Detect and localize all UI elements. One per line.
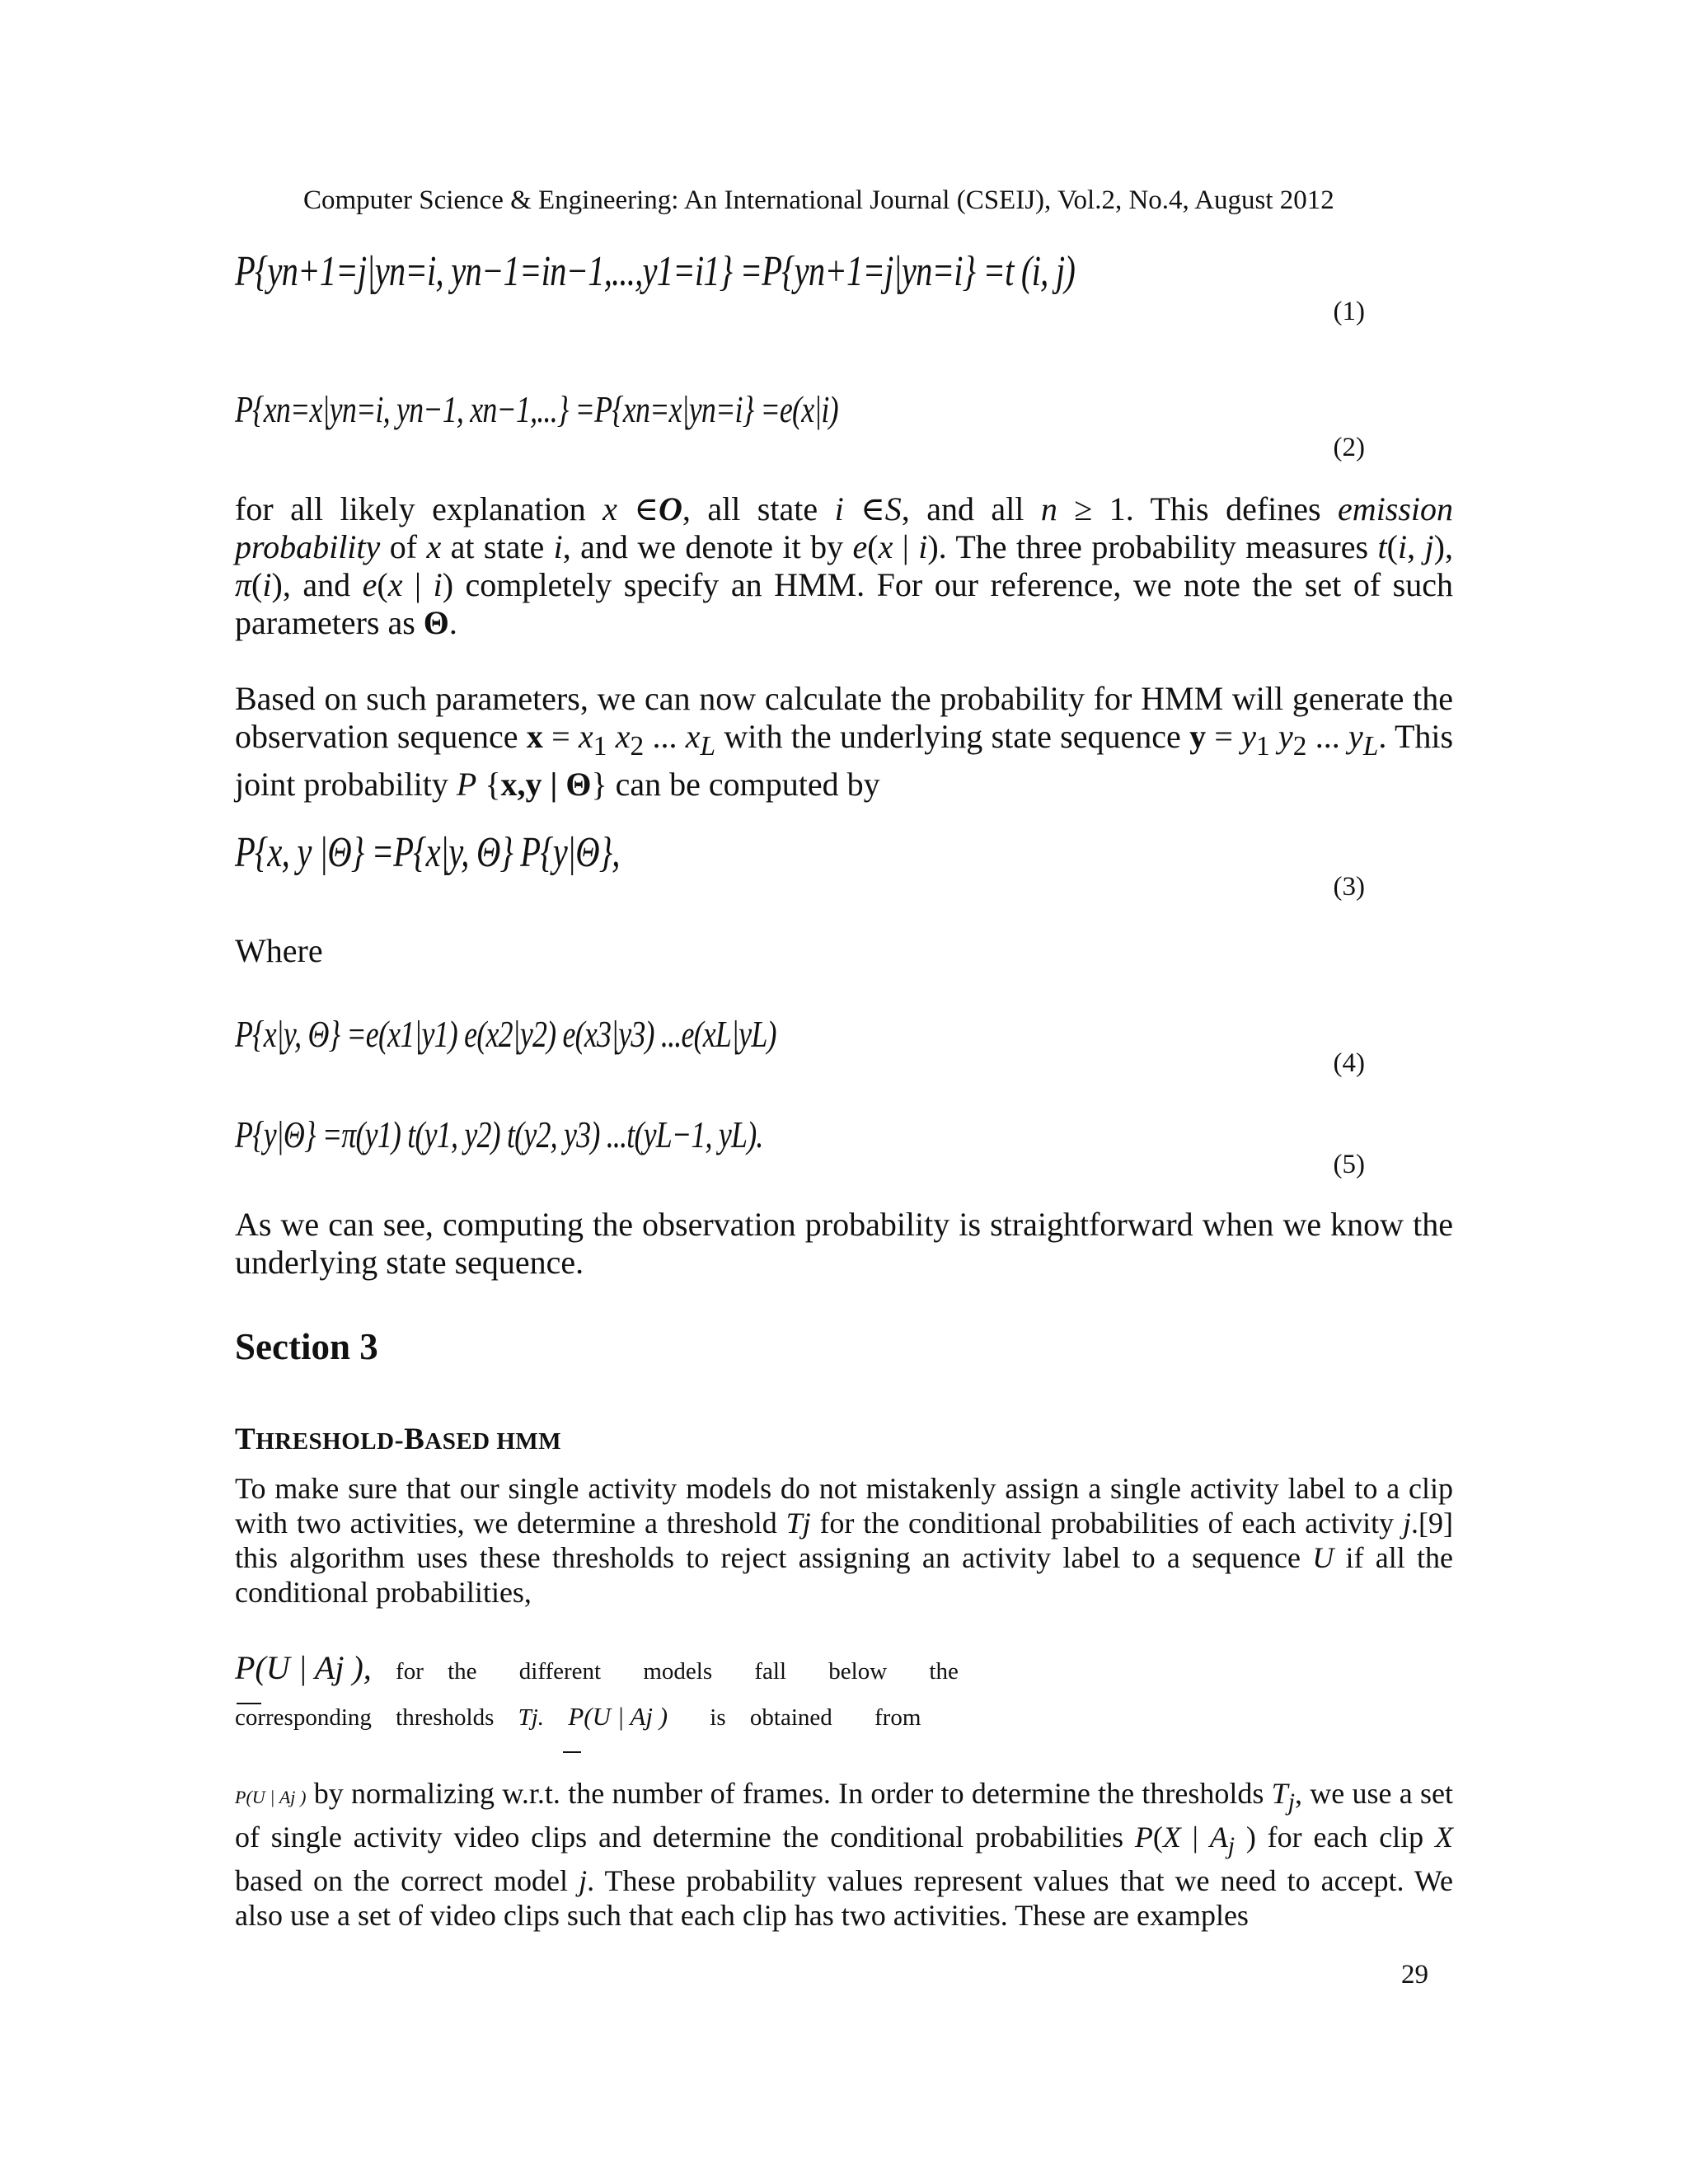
word: the <box>448 1658 477 1685</box>
equation-2: P{xn=x|yn=i, yn−1, xn−1,...} =P{xn=x|yn=i} =e(x|i) <box>235 388 838 430</box>
equation-3-label: (3) <box>1333 872 1365 902</box>
formula-tj: Tj. <box>518 1704 545 1731</box>
word: thresholds <box>396 1704 495 1731</box>
overbar-mark <box>237 1703 261 1704</box>
word: models <box>643 1658 713 1685</box>
equation-4: P{x|y, Θ} =e(x1|y1) e(x2|y2) e(x3|y3) ...e(xL|yL) <box>235 1013 776 1055</box>
overbar-mark <box>563 1751 581 1753</box>
equation-2-label: (2) <box>1333 433 1365 462</box>
paragraph-emission: for all likely explanation x ∈O, all state i ∈S, and all n ≥ 1. This defines emission probability of x at state i, and we denote it by e(x | i). The three probability measures t(i, j), π(i), and e(x | i) completely specify an HMM. For our reference, we note the set of such parameters as Θ. <box>235 490 1454 641</box>
page-number: 29 <box>1401 1960 1428 1990</box>
running-header: Computer Science & Engineering: An International Journal (CSEIJ), Vol.2, No.4, August 2012 <box>303 185 1334 215</box>
equation-5: P{y|Θ} =π(y1) t(y1, y2) t(y2, y3) ...t(yL−1, yL). <box>235 1113 763 1155</box>
paragraph-threshold: To make sure that our single activity models do not mistakenly assign a single activity label to a clip with two activities, we determine a threshold Tj for the conditional probabilities of each activity j.[9] this algorithm uses these thresholds to reject assigning an activity label to a sequence U if all the conditional probabilities, <box>235 1472 1454 1609</box>
formula-row-1 <box>235 1648 959 1687</box>
equation-1-label: (1) <box>1333 297 1365 326</box>
paragraph-joint-probability: Based on such parameters, we can now calculate the probability for HMM will generate the observation sequence $x = x_1$ $x_2$ ... $x_L$ with the underlying state sequence $y = y_1$ $y_2$ ... $y_L$. This joint probability P {x,y | Θ} can be computed by <box>235 680 1454 803</box>
formula-p-u-aj: P(U | Aj ), <box>235 1649 372 1686</box>
equation-5-label: (5) <box>1333 1150 1365 1179</box>
word: for <box>396 1658 424 1685</box>
paragraph-observation: As we can see, computing the observation probability is straightforward when we know the underlying state sequence. <box>235 1206 1453 1281</box>
equation-3: P{x, y |Θ} =P{x|y, Θ} P{y|Θ}, <box>235 829 620 876</box>
equation-1: P{yn+1=j|yn=i, yn−1=in−1,...,y1=i1} =P{yn+1=j|yn=i} =t (i, j) <box>235 248 1076 295</box>
word: fall <box>754 1658 787 1685</box>
word: from <box>874 1704 921 1731</box>
subsection-heading: THRESHOLD-BASED HMM <box>235 1422 562 1456</box>
word: corresponding <box>235 1704 372 1731</box>
where-label: Where <box>235 932 323 969</box>
word: different <box>518 1658 602 1685</box>
word: is <box>710 1704 726 1731</box>
word: below <box>828 1658 888 1685</box>
word: the <box>929 1658 959 1685</box>
word: obtained <box>749 1704 832 1731</box>
equation-4-label: (4) <box>1333 1048 1365 1078</box>
formula-row-2 <box>235 1702 921 1732</box>
paragraph-normalizing: P(U | Aj ) by normalizing w.r.t. the number of frames. In order to determine the thresholds $T_j$, we use a set of single activity video clips and determine the conditional probabilities P(X | $A_j$ ) for each clip X based on the correct model j. These probability values represent values that we need to accept. We also use a set of video clips such that each clip has two activities. These are examples <box>235 1777 1453 1933</box>
formula-p-u-aj-normalized: P(U | Aj ) <box>568 1702 668 1731</box>
section-heading: Section 3 <box>235 1326 378 1367</box>
formula-p-u-aj-small: P(U | Aj ) <box>235 1787 307 1807</box>
